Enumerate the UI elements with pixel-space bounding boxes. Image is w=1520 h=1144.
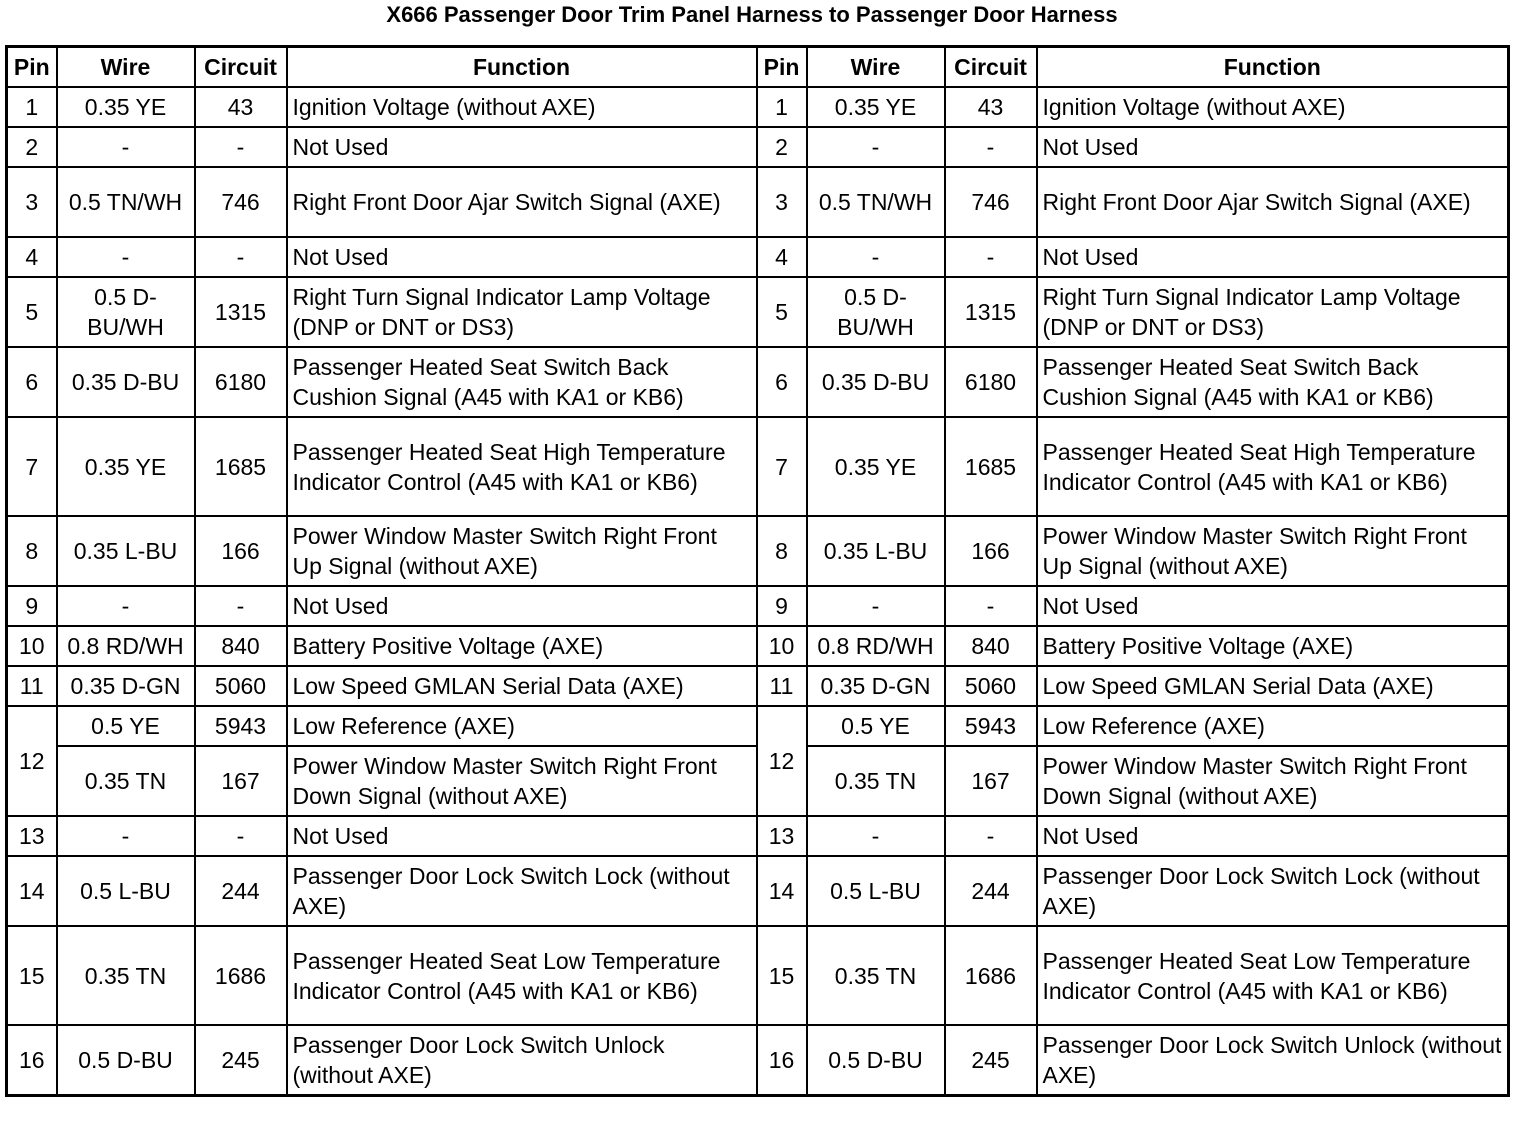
wire-cell: 0.35 L-BU (57, 516, 195, 586)
wire-cell: 0.35 D-BU (57, 347, 195, 417)
pin-cell: 16 (7, 1025, 57, 1096)
pin-cell: 16 (757, 1025, 807, 1096)
table-row (7, 237, 1509, 277)
table-row (7, 347, 1509, 417)
wire-cell: 0.35 TN (807, 926, 945, 1025)
wire-cell: 0.35 YE (57, 417, 195, 516)
header-pin: Pin (7, 47, 57, 88)
pin-cell: 15 (757, 926, 807, 1025)
pin-cell: 13 (757, 816, 807, 856)
table-row (7, 167, 1509, 237)
circuit-cell: 840 (195, 626, 287, 666)
function-cell: Battery Positive Voltage (AXE) (1037, 626, 1509, 666)
function-cell: Passenger Door Lock Switch Lock (without AXE) (287, 856, 757, 926)
function-cell: Passenger Heated Seat Low Temperature Indicator Control (A45 with KA1 or KB6) (1037, 926, 1509, 1025)
table-row (7, 586, 1509, 626)
wire-cell: 0.35 TN (807, 746, 945, 816)
pin-cell: 7 (7, 417, 57, 516)
function-cell: Passenger Heated Seat Low Temperature Indicator Control (A45 with KA1 or KB6) (287, 926, 757, 1025)
pin-cell: 1 (7, 87, 57, 127)
pin-cell: 12 (757, 706, 807, 816)
pin-cell: 3 (757, 167, 807, 237)
function-cell: Power Window Master Switch Right Front Down Signal (without AXE) (1037, 746, 1509, 816)
circuit-cell: - (195, 586, 287, 626)
pin-cell: 14 (757, 856, 807, 926)
circuit-cell: 1315 (195, 277, 287, 347)
function-cell: Power Window Master Switch Right Front Up Signal (without AXE) (1037, 516, 1509, 586)
function-cell: Power Window Master Switch Right Front Up Signal (without AXE) (287, 516, 757, 586)
header-wire: Wire (807, 47, 945, 88)
circuit-cell: 43 (195, 87, 287, 127)
circuit-cell: 5943 (945, 706, 1037, 746)
wire-cell: 0.8 RD/WH (57, 626, 195, 666)
wire-cell: 0.35 YE (807, 417, 945, 516)
pin-cell: 10 (757, 626, 807, 666)
pin-cell: 3 (7, 167, 57, 237)
function-cell: Right Turn Signal Indicator Lamp Voltage (DNP or DNT or DS3) (1037, 277, 1509, 347)
header-pin: Pin (757, 47, 807, 88)
table-row (7, 516, 1509, 586)
circuit-cell: 244 (195, 856, 287, 926)
function-cell: Not Used (287, 127, 757, 167)
circuit-cell: 244 (945, 856, 1037, 926)
wire-cell: - (57, 586, 195, 626)
page-title: X666 Passenger Door Trim Panel Harness to Passenger Door Harness (386, 2, 1118, 27)
pin-cell: 2 (7, 127, 57, 167)
table-row (7, 87, 1509, 127)
circuit-cell: 1315 (945, 277, 1037, 347)
circuit-cell: 245 (945, 1025, 1037, 1096)
header-function: Function (1037, 47, 1509, 88)
circuit-cell: 1686 (945, 926, 1037, 1025)
table-row (7, 706, 1509, 746)
wire-cell: 0.5 D-BU (57, 1025, 195, 1096)
pin-cell: 8 (7, 516, 57, 586)
circuit-cell: 5943 (195, 706, 287, 746)
wire-cell: 0.35 L-BU (807, 516, 945, 586)
table-row (7, 277, 1509, 347)
function-cell: Right Front Door Ajar Switch Signal (AXE) (1037, 167, 1509, 237)
header-circuit: Circuit (195, 47, 287, 88)
pin-cell: 1 (757, 87, 807, 127)
circuit-cell: - (945, 237, 1037, 277)
circuit-cell: 1686 (195, 926, 287, 1025)
circuit-cell: 1685 (945, 417, 1037, 516)
table-row (7, 926, 1509, 1025)
function-cell: Not Used (1037, 127, 1509, 167)
circuit-cell: - (945, 816, 1037, 856)
wire-cell: 0.35 TN (57, 926, 195, 1025)
function-cell: Right Turn Signal Indicator Lamp Voltage (DNP or DNT or DS3) (287, 277, 757, 347)
pin-cell: 5 (7, 277, 57, 347)
circuit-cell: 1685 (195, 417, 287, 516)
wire-cell: - (807, 127, 945, 167)
wire-cell: 0.5 YE (807, 706, 945, 746)
pinout-table (5, 45, 1510, 1097)
table-row (7, 816, 1509, 856)
wire-cell: - (807, 237, 945, 277)
wire-cell: 0.8 RD/WH (807, 626, 945, 666)
wire-cell: 0.5 D-BU (807, 1025, 945, 1096)
pin-cell: 8 (757, 516, 807, 586)
pin-cell: 14 (7, 856, 57, 926)
pin-cell: 6 (757, 347, 807, 417)
wire-cell: - (807, 586, 945, 626)
circuit-cell: 746 (945, 167, 1037, 237)
pin-cell: 13 (7, 816, 57, 856)
pin-cell: 15 (7, 926, 57, 1025)
wire-cell: 0.5 TN/WH (807, 167, 945, 237)
circuit-cell: 245 (195, 1025, 287, 1096)
function-cell: Low Speed GMLAN Serial Data (AXE) (287, 666, 757, 706)
pin-cell: 12 (7, 706, 57, 816)
wire-cell: 0.35 D-BU (807, 347, 945, 417)
circuit-cell: - (195, 237, 287, 277)
wire-cell: 0.5 D-BU/WH (807, 277, 945, 347)
wire-cell: 0.5 D-BU/WH (57, 277, 195, 347)
wire-cell: 0.5 YE (57, 706, 195, 746)
function-cell: Passenger Heated Seat Switch Back Cushion Signal (A45 with KA1 or KB6) (1037, 347, 1509, 417)
function-cell: Low Speed GMLAN Serial Data (AXE) (1037, 666, 1509, 706)
pin-cell: 9 (757, 586, 807, 626)
pin-cell: 4 (757, 237, 807, 277)
header-wire: Wire (57, 47, 195, 88)
function-cell: Passenger Heated Seat Switch Back Cushion Signal (A45 with KA1 or KB6) (287, 347, 757, 417)
table-row (7, 666, 1509, 706)
circuit-cell: 43 (945, 87, 1037, 127)
function-cell: Passenger Door Lock Switch Unlock (without AXE) (287, 1025, 757, 1096)
circuit-cell: 746 (195, 167, 287, 237)
header-function: Function (287, 47, 757, 88)
pin-cell: 5 (757, 277, 807, 347)
header-row (7, 47, 1509, 88)
function-cell: Battery Positive Voltage (AXE) (287, 626, 757, 666)
function-cell: Passenger Door Lock Switch Lock (without AXE) (1037, 856, 1509, 926)
circuit-cell: 166 (945, 516, 1037, 586)
wire-cell: - (57, 816, 195, 856)
pin-cell: 6 (7, 347, 57, 417)
wire-cell: 0.35 YE (57, 87, 195, 127)
circuit-cell: 167 (945, 746, 1037, 816)
wire-cell: 0.35 YE (807, 87, 945, 127)
wire-cell: - (807, 816, 945, 856)
function-cell: Not Used (1037, 816, 1509, 856)
table-row (7, 856, 1509, 926)
function-cell: Ignition Voltage (without AXE) (1037, 87, 1509, 127)
table-row (7, 1025, 1509, 1096)
circuit-cell: - (195, 816, 287, 856)
circuit-cell: - (945, 127, 1037, 167)
pin-cell: 9 (7, 586, 57, 626)
function-cell: Not Used (287, 237, 757, 277)
pin-cell: 10 (7, 626, 57, 666)
wire-cell: 0.5 TN/WH (57, 167, 195, 237)
function-cell: Passenger Heated Seat High Temperature Indicator Control (A45 with KA1 or KB6) (287, 417, 757, 516)
function-cell: Ignition Voltage (without AXE) (287, 87, 757, 127)
wire-cell: 0.35 TN (57, 746, 195, 816)
circuit-cell: 6180 (945, 347, 1037, 417)
wire-cell: 0.5 L-BU (807, 856, 945, 926)
function-cell: Right Front Door Ajar Switch Signal (AXE) (287, 167, 757, 237)
function-cell: Not Used (287, 816, 757, 856)
table-row (7, 626, 1509, 666)
circuit-cell: 840 (945, 626, 1037, 666)
function-cell: Passenger Heated Seat High Temperature Indicator Control (A45 with KA1 or KB6) (1037, 417, 1509, 516)
function-cell: Low Reference (AXE) (1037, 706, 1509, 746)
pin-cell: 7 (757, 417, 807, 516)
wire-cell: 0.35 D-GN (57, 666, 195, 706)
circuit-cell: 6180 (195, 347, 287, 417)
table-row (7, 417, 1509, 516)
wire-cell: - (57, 237, 195, 277)
pin-cell: 2 (757, 127, 807, 167)
circuit-cell: 5060 (195, 666, 287, 706)
function-cell: Not Used (287, 586, 757, 626)
circuit-cell: 166 (195, 516, 287, 586)
circuit-cell: 167 (195, 746, 287, 816)
function-cell: Passenger Door Lock Switch Unlock (without AXE) (1037, 1025, 1509, 1096)
function-cell: Not Used (1037, 237, 1509, 277)
wire-cell: - (57, 127, 195, 167)
circuit-cell: 5060 (945, 666, 1037, 706)
wire-cell: 0.35 D-GN (807, 666, 945, 706)
function-cell: Not Used (1037, 586, 1509, 626)
circuit-cell: - (195, 127, 287, 167)
function-cell: Low Reference (AXE) (287, 706, 757, 746)
function-cell: Power Window Master Switch Right Front Down Signal (without AXE) (287, 746, 757, 816)
wire-cell: 0.5 L-BU (57, 856, 195, 926)
header-circuit: Circuit (945, 47, 1037, 88)
pin-cell: 11 (7, 666, 57, 706)
pin-cell: 4 (7, 237, 57, 277)
circuit-cell: - (945, 586, 1037, 626)
table-row (7, 127, 1509, 167)
pin-cell: 11 (757, 666, 807, 706)
